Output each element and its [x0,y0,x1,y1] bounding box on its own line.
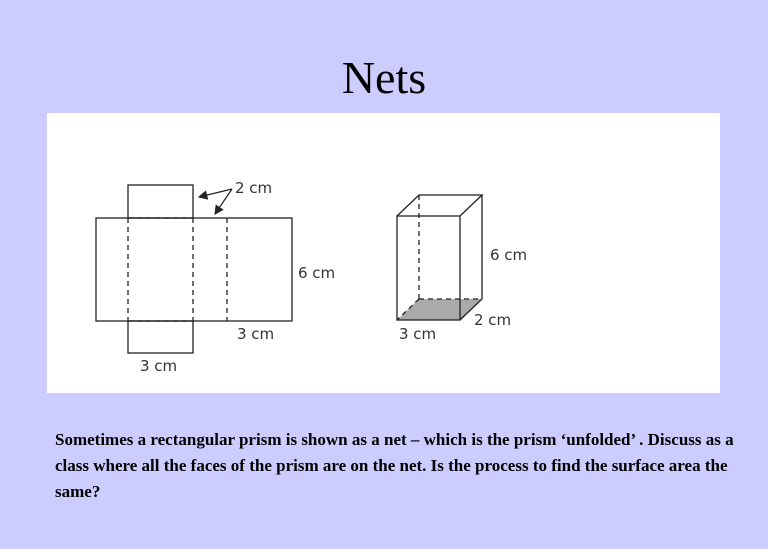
figure-panel [47,113,720,393]
slide-caption: Sometimes a rectangular prism is shown as a net – which is the prism ‘unfolded’ . Discuss as a class where all the faces of the prism are on the net. Is the process to find the surface area the same? [55,430,734,501]
net-top-flap [128,185,193,218]
prism-height-label: 6 cm [490,246,528,264]
prism-3d [397,195,482,320]
prism-width-label: 3 cm [399,325,437,343]
net-depth-label: 2 cm [235,179,273,197]
figure-svg [47,113,720,393]
prism-depth-label: 2 cm [474,311,512,329]
net-depth-arrows [199,189,232,214]
slide-title: Nets [341,52,427,103]
net-bottom-width-label: 3 cm [140,357,178,375]
net-height-label: 6 cm [298,264,336,282]
prism-top-face [397,195,482,216]
net-main-strip [96,218,292,321]
net-fold-lines [128,218,227,321]
net-bottom-flap [128,321,193,353]
net-inner-width-label: 3 cm [237,325,275,343]
prism-base-shaded [397,299,482,320]
